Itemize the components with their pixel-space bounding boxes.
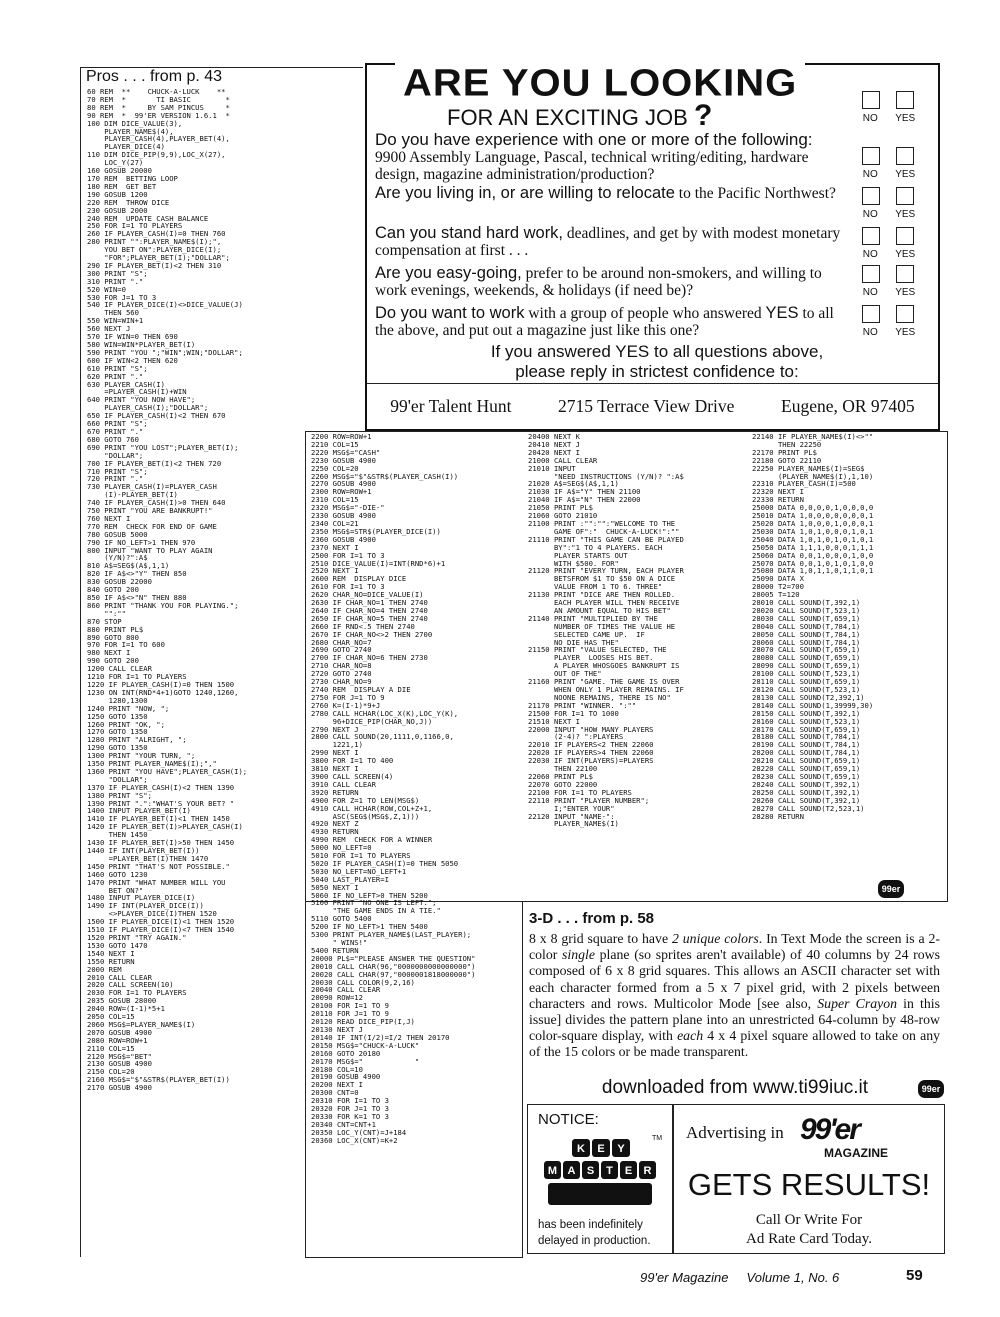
addr-name: 99'er Talent Hunt	[390, 396, 512, 416]
pros-code: 60 REM ** CHUCK-A-LUCK ** 70 REM * TI BASIC * 80 REM * BY SAM PINCUS * 90 REM * 99'ER VERSION 1.6.1 * 100 DIM DICE_VALUE(3), PLAYER_NAME$(4), PLAYER_CASH(4),PLAYER_BET(4), PLAYER_DICE(4) 110 DIM DICE_PIP(9,9),LOC_X(27), LOC_Y(27) 160 GOSUB 20000 170 REM BETTING LOOP 180 REM GET BET 190 GOSUB 1200 220 REM THROW DICE 230 GOSUB 2000 240 REM UPDATE CASH BALANCE 250 FOR I=1 TO PLAYERS 260 IF PLAYER_CASH(I)=0 THEN 760 280 PRINT "":PLAYER_NAME$(I);", YOU BET ON":PLAYER_DICE(I); "FOR";PLAYER_BET(I);"DOLLAR"; 290 IF PLAYER_BET(I)<2 THEN 310 300 PRINT "S"; 310 PRINT "." 520 WIN=0 530 FOR J=1 TO 3 540 IF PLAYER_DICE(I)<>DICE_VALUE(J) THEN 560 550 WIN=WIN+1 560 NEXT J 570 IF WIN=0 THEN 690 580 WIN=WIN*PLAYER_BET(I) 590 PRINT "YOU ";"WIN";WIN;"DOLLAR"; 600 IF WIN<2 THEN 620 610 PRINT "S"; 620 PRINT "." 630 PLAYER_CASH(I) =PLAYER_CASH(I)+WIN 640 PRINT "YOU NOW HAVE"; PLAYER_CASH(I);"DOLLAR"; 650 IF PLAYER_CASH(I)<2 THEN 670 660 PRINT "S"; 670 PRINT "." 680 GOTO 760 690 PRINT "YOU LOST";PLAYER_BET(I); "DOLLAR"; 700 IF PLAYER_BET(I)<2 THEN 720 710 PRINT "S"; 720 PRINT "." 730 PLAYER_CASH(I)=PLAYER_CASH (I)-PLAYER_BET(I) 740 IF PLAYER_CASH(I)>0 THEN 640 750 PRINT "YOU ARE BANKRUPT!" 760 NEXT I 770 REM CHECK FOR END OF GAME 780 GOSUB 5000 790 IF NO_LEFT>1 THEN 970 800 INPUT "WANT TO PLAY AGAIN (Y/N)?":A$ 810 A$=SEG$(A$,1,1) 820 IF A$<>"Y" THEN 850 830 GOSUB 22000 840 GOTO 200 850 IF A$<>"N" THEN 880 860 PRINT "THANK YOU FOR PLAYING."; "":"" 870 STOP 880 PRINT PL$ 890 GOTO 800 970 FOR I=1 TO 600 980 NEXT I 990 GOTO 200 1200 CALL CLEAR 1210 FOR I=1 TO PLAYERS 1220 IF PLAYER_CASH(I)=0 THEN 1500 1230 ON INT(RND*4+1)GOTO 1240,1260, 1280,1300 1240 PRINT "NOW, "; 1250 GOTO 1350 1260 PRINT "OK, "; 1270 GOTO 1350 1280 PRINT "ALRIGHT, "; 1290 GOTO 1350 1300 PRINT "YOUR TURN, "; 1350 PRINT PLAYER_NAME$(I);"," 1360 PRINT "YOU HAVE";PLAYER_CASH(I); "DOLLAR"; 1370 IF PLAYER_CASH(I)<2 THEN 1390 1380 PRINT "S"; 1390 PRINT ".":"WHAT'S YOUR BET? " 1400 INPUT PLAYER_BET(I) 1410 IF PLAYER_BET(I)<1 THEN 1450 1420 IF PLAYER_BET(I)>PLAYER_CASH(I) THEN 1450 1430 IF PLAYER_BET(I)>50 THEN 1450 1440 IF INT(PLAYER_BET(I)) =PLAYER_BET(I)THEN 1470 1450 PRINT "THAT'S NOT POSSIBLE." 1460 GOTO 1230 1470 PRINT "WHAT NUMBER WILL YOU BET ON?" 1480 INPUT PLAYER_DICE(I) 1490 IF INT(PLAYER_DICE(I)) <>PLAYER_DICE(I)THEN 1520 1500 IF PLAYER_DICE(I)<1 THEN 1520 1510 IF PLAYER_DICE(I)<7 THEN 1540 1520 PRINT "TRY AGAIN." 1530 GOTO 1470 1540 NEXT I 1550 RETURN 2000 REM 2010 CALL CLEAR 2020 CALL SCREEN(10) 2030 FOR I=1 TO PLAYERS 2035 GOSUB 28000 2040 ROW=(I-1)*5+1 2050 COL=15 2060 MSG$=PLAYER_NAME$(I) 2070 GOSUB 4900 2080 ROW=ROW+1 2110 COL=15 2120 MSG$="BET" 2130 GOSUB 4900 2150 COL=20 2160 MSG$="$"&STR$(PLAYER_BET(I)) 2170 GOSUB 4900	[87, 88, 248, 1093]
question-experience	[375, 131, 845, 183]
body-h: each	[677, 1028, 704, 1044]
no-checkbox[interactable]	[862, 91, 880, 109]
q2-rest: to the Pacific Northwest?	[678, 185, 836, 202]
no-checkbox[interactable]	[862, 227, 880, 245]
svg-text:R: R	[643, 1165, 652, 1177]
svg-text:S: S	[586, 1165, 595, 1177]
advert-lead: Advertising in	[686, 1123, 784, 1142]
ad-address	[367, 383, 938, 429]
threed-article	[523, 905, 946, 1095]
svg-text:E: E	[624, 1165, 633, 1177]
question-hard-work	[375, 225, 845, 259]
notice-line-2: delayed in production.	[538, 1235, 651, 1247]
threed-title: 3-D . . . from p. 58	[529, 910, 655, 927]
question-want-to-work	[375, 305, 845, 339]
body-c: . In Text Mode the screen is a 2-color	[529, 931, 940, 963]
svg-text:M: M	[547, 1165, 558, 1177]
body-d: single	[562, 947, 595, 963]
q1-lead: Do you have experience with one or more of the following:	[375, 130, 813, 149]
svg-text:T: T	[606, 1165, 613, 1177]
download-link[interactable]: downloaded from www.ti99iuc.it	[601, 1077, 869, 1098]
q3-rest: deadlines, and get by with modest monetary compensation at first . . .	[375, 225, 841, 259]
q5-rest: to all the above, and put out a magazine just like this one?	[375, 305, 834, 339]
checkbox-group-4	[854, 265, 924, 298]
no-checkbox[interactable]	[862, 305, 880, 323]
no-label: NO	[862, 327, 878, 338]
checkbox-group-3	[854, 227, 924, 260]
ad-subhead	[447, 99, 712, 133]
addr-street: 2715 Terrace View Drive	[558, 396, 735, 416]
advertising-box	[673, 1104, 945, 1254]
footer-magazine: 99'er Magazine Volume 1, No. 6	[640, 1270, 840, 1285]
no-checkbox[interactable]	[862, 265, 880, 283]
no-label: NO	[862, 209, 878, 220]
q1-rest: 9900 Assembly Language, Pascal, technical writing/editing, hardware design, magazine administration/production?	[375, 149, 809, 183]
yes-checkbox[interactable]	[896, 187, 914, 205]
page-number: 59	[906, 1267, 923, 1284]
notice-text	[538, 1217, 651, 1249]
ad-subhead-text: FOR AN EXCITING JOB	[447, 105, 688, 130]
addr-city: Eugene, OR 97405	[781, 396, 915, 416]
no-label: NO	[862, 249, 878, 260]
checkbox-group-1	[854, 147, 924, 180]
yes-checkbox[interactable]	[896, 147, 914, 165]
yes-label: YES	[895, 209, 916, 220]
reply-line-2: please reply in strictest confidence to:	[515, 362, 799, 381]
advert-magazine: MAGAZINE	[824, 1146, 888, 1160]
checkbox-group-2	[854, 187, 924, 220]
body-b: 2 unique colors	[671, 931, 759, 946]
no-checkbox[interactable]	[862, 187, 880, 205]
advert-call-1: Call Or Write For	[755, 1212, 863, 1228]
q3-lead: Can you stand hard work,	[375, 224, 564, 242]
ad-reply	[447, 342, 867, 382]
badge-99er-download: 99er	[918, 1080, 944, 1098]
ad-headline: ARE YOU LOOKING	[395, 62, 805, 105]
no-label: NO	[862, 113, 878, 124]
body-f: Super Crayon	[817, 995, 898, 1011]
no-checkbox[interactable]	[862, 147, 880, 165]
q5-yes: YES	[765, 304, 799, 322]
notice-box	[527, 1104, 673, 1254]
q2-lead: Are you living in, or are willing to relocate	[375, 184, 675, 202]
advert-call	[674, 1211, 944, 1249]
advert-result: GETS RESULTS!	[687, 1167, 931, 1202]
svg-text:Y: Y	[617, 1143, 625, 1155]
yes-label: YES	[895, 169, 916, 180]
checkbox-group-5	[854, 305, 924, 338]
checkbox-group-0	[854, 91, 924, 124]
question-relocate	[375, 185, 845, 202]
svg-text:E: E	[597, 1143, 605, 1155]
body-i: 4 x 4 pixel square allowed to take on any of the 15 colors or be made transparent.	[529, 1028, 940, 1060]
yes-checkbox[interactable]	[896, 227, 914, 245]
badge-99er-code: 99er	[878, 880, 904, 898]
threed-body	[529, 931, 940, 1061]
no-label: NO	[862, 169, 878, 180]
yes-label: YES	[895, 249, 916, 260]
yes-label: YES	[895, 327, 916, 338]
keymaster-logo	[542, 1135, 663, 1213]
code-column-2: 2200 ROW=ROW+1 2210 COL=15 2220 MSG$="CASH" 2230 GOSUB 4900 2250 COL=20 2260 MSG$="$"&STR$(PLAYER_CASH(I)) 2270 GOSUB 4900 2300 ROW=ROW+1 2310 COL=15 2320 MSG$="-DIE-" 2330 GOSUB 4900 2340 COL=21 2350 MSG$=STR$(PLAYER_DICE(I)) 2360 GOSUB 4900 2370 NEXT I 2500 FOR I=1 TO 3 2510 DICE_VALUE(I)=INT(RND*6)+1 2520 NEXT I 2600 REM DISPLAY DICE 2610 FOR I=1 TO 3 2620 CHAR_NO=DICE_VALUE(I) 2630 IF CHAR_NO=1 THEN 2740 2640 IF CHAR_NO=4 THEN 2740 2650 IF CHAR_NO=5 THEN 2740 2660 IF RND<.5 THEN 2740 2670 IF CHAR_NO<>2 THEN 2700 2680 CHAR_NO=7 2690 GOTO 2740 2700 IF CHAR_NO=6 THEN 2730 2710 CHAR_NO=8 2720 GOTO 2740 2730 CHAR_NO=9 2740 REM DISPLAY A DIE 2750 FOR J=1 TO 9 2760 K=(I-1)*9+J 2780 CALL HCHAR(LOC_X(K),LOC_Y(K), 96+DICE_PIP(CHAR_NO,J)) 2790 NEXT J 2800 CALL SOUND(20,1111,0,1166,0, 1221,1) 2990 NEXT I 3800 FOR I=1 TO 400 3810 NEXT I 3900 CALL SCREEN(4) 3910 CALL CLEAR 3920 RETURN 4900 FOR Z=1 TO LEN(MSG$) 4910 CALL HCHAR(ROW,COL+Z+1, ASC(SEG$(MSG$,Z,1))) 4920 NEXT Z 4930 RETURN 4990 REM CHECK FOR A WINNER 5000 NO_LEFT=0 5010 FOR I=1 TO PLAYERS 5020 IF PLAYER_CASH(I)=0 THEN 5050 5030 NO_LEFT=NO_LEFT+1 5040 LAST_PLAYER=I 5050 NEXT I 5060 IF NO_LEFT>0 THEN 5200 5100 PRINT "NO ONE IS LEFT."; "THE GAME ENDS IN A TIE." 5110 GOTO 5400 5200 IF NO_LEFT>1 THEN 5400 5300 PRINT PLAYER_NAME$(LAST_PLAYER); " WINS!" 5400 RETURN 20000 PL$="PLEASE ANSWER THE QUESTION" 20010 CALL CHAR(96,"0000000000000000") 20020 CALL CHAR(97,"0000001818000000") 20030 CALL COLOR(9,2,16) 20040 CALL CLEAR 20090 ROW=12 20100 FOR I=1 TO 9 20110 FOR J=1 TO 9 20120 READ DICE_PIP(I,J) 20130 NEXT J 20140 IF INT(I/2)=I/2 THEN 20170 20150 MSG$="CHUCK-A-LUCK" 20160 GOTO 20180 20170 MSG$=" " 20180 COL=10 20190 GOSUB 4900 20200 NEXT I 20300 CNT=0 20310 FOR I=1 TO 3 20320 FOR J=1 TO 3 20330 FOR K=1 TO 3 20340 CNT=CNT+1 20350 LOC_Y(CNT)=J+184 20360 LOC_X(CNT)=K+2	[311, 433, 476, 1145]
q4-lead: Are you easy-going,	[375, 264, 522, 282]
code-column-3: 20400 NEXT K 20410 NEXT J 20420 NEXT I 21000 CALL CLEAR 21010 INPUT "NEED INSTRUCTIONS (Y/N)? ":A$ 21020 A$=SEG$(A$,1,1) 21030 IF A$="Y" THEN 21100 21040 IF A$="N" THEN 22000 21050 PRINT PL$ 21060 GOTO 21010 21100 PRINT :"":"":"WELCOME TO THE GAME OF":" CHUCK-A-LUCK!":"" 21110 PRINT "THIS GAME CAN BE PLAYED BY":"1 TO 4 PLAYERS. EACH PLAYER STARTS OUT WITH $500. FOR" 21120 PRINT "EVERY TURN, EACH PLAYER BETSFROM $1 TO $50 ON A DICE VALUE FROM 1 TO 6. THREE" 21130 PRINT "DICE ARE THEN ROLLED. EACH PLAYER WILL THEN RECEIVE AN AMOUNT EQUAL TO HIS BET" 21140 PRINT "MULTIPLIED BY THE NUMBER OF TIMES THE VALUE HE SELECTED CAME UP. IF NO DIE HAS THE" 21150 PRINT "VALUE SELECTED, THE PLAYER LOOSES HIS BET. A PLAYER WHOSGOES BANKRUPT IS OUT OF THE" 21160 PRINT "GAME. THE GAME IS OVER WHEN ONLY 1 PLAYER REMAINS. IF NOONE REMAINS, THERE IS NO" 21170 PRINT "WINNER. ":"" 21500 FOR I=1 TO 1000 21510 NEXT I 22000 INPUT "HOW MANY PLAYERS (2-4)? ":PLAYERS 22010 IF PLAYERS<2 THEN 22060 22020 IF PLAYERS>4 THEN 22060 22030 IF INT(PLAYERS)=PLAYERS THEN 22100 22060 PRINT PL$ 22070 GOTO 22000 22100 FOR I=1 TO PLAYERS 22110 PRINT "PLAYER NUMBER"; I;"ENTER YOUR" 22120 INPUT "NAME-": PLAYER_NAME$(I)	[528, 433, 684, 829]
q5-mid: with a group of people who answered	[528, 305, 762, 322]
svg-text:K: K	[577, 1143, 585, 1155]
yes-checkbox[interactable]	[896, 265, 914, 283]
body-g: in this issue] divides the pattern plane into an unrestricted 64-column by 48-row color-square display, with	[529, 995, 940, 1044]
job-ad	[365, 63, 940, 431]
tm-mark: TM	[652, 1135, 663, 1142]
body-e: plane (so sprites aren't available) of 40 columns by 24 rows composed of 6 x 8 grid squares. This allows an ASCII character set with each character formed from a 5 x 7 pixel grid, with 2 pixels between characters and rows. Multicolor Mode [see also,	[529, 947, 940, 1011]
body-a: 8 x 8 grid square to have	[529, 931, 672, 946]
yes-label: YES	[895, 287, 916, 298]
notice-title: NOTICE:	[538, 1111, 599, 1128]
q5-lead: Do you want to work	[375, 304, 525, 322]
advert-logo: 99'er	[800, 1113, 859, 1146]
svg-text:A: A	[567, 1165, 576, 1177]
ad-question-mark: ?	[693, 99, 713, 132]
q4-rest: prefer to be around non-smokers, and willing to work evenings, weekends, & holidays (if need be)?	[375, 265, 822, 299]
question-easy-going	[375, 265, 845, 299]
reply-line-1: If you answered YES to all questions above,	[490, 342, 824, 361]
advert-call-2: Ad Rate Card Today.	[745, 1231, 872, 1247]
yes-checkbox[interactable]	[896, 91, 914, 109]
no-label: NO	[862, 287, 878, 298]
code-column-4: 22140 IF PLAYER_NAME$(I)<>"" THEN 22250 22170 PRINT PL$ 22180 GOTO 22110 22250 PLAYER_NAME$(I)=SEG$ (PLAYER_NAME$(I),1,10) 22310 PLAYER_CASH(I)=500 22320 NEXT I 22330 RETURN 25000 DATA 0,0,0,0,1,0,0,0,0 25010 DATA 1,0,0,0,0,0,0,0,1 25020 DATA 1,0,0,0,1,0,0,0,1 25030 DATA 1,0,1,0,0,0,1,0,1 25040 DATA 1,0,1,0,1,0,1,0,1 25050 DATA 1,1,1,0,0,0,1,1,1 25060 DATA 0,0,1,0,0,0,1,0,0 25070 DATA 0,0,1,0,1,0,1,0,0 25080 DATA 1,0,1,1,0,1,1,0,1 25090 DATA X 28000 T2=700 28005 T=120 28010 CALL SOUND(T,392,1) 28020 CALL SOUND(T,523,1) 28030 CALL SOUND(T,659,1) 28040 CALL SOUND(T,784,1) 28050 CALL SOUND(T,784,1) 28060 CALL SOUND(T,784,1) 28070 CALL SOUND(T,659,1) 28080 CALL SOUND(T,659,1) 28090 CALL SOUND(T,659,1) 28100 CALL SOUND(T,523,1) 28110 CALL SOUND(T,659,1) 28120 CALL SOUND(T,523,1) 28130 CALL SOUND(T2,392,1) 28140 CALL SOUND(1,39999,30) 28150 CALL SOUND(T,392,1) 28160 CALL SOUND(T,523,1) 28170 CALL SOUND(T,659,1) 28180 CALL SOUND(T,784,1) 28190 CALL SOUND(T,784,1) 28200 CALL SOUND(T,784,1) 28210 CALL SOUND(T,659,1) 28220 CALL SOUND(T,659,1) 28230 CALL SOUND(T,659,1) 28240 CALL SOUND(T,392,1) 28250 CALL SOUND(T,392,1) 28260 CALL SOUND(T,392,1) 28270 CALL SOUND(T2,523,1) 28280 RETURN	[752, 433, 874, 821]
notice-line-1: has been indefinitely	[538, 1219, 643, 1231]
yes-label: YES	[895, 113, 916, 124]
yes-checkbox[interactable]	[896, 305, 914, 323]
pros-title: Pros . . . from p. 43	[86, 68, 223, 85]
